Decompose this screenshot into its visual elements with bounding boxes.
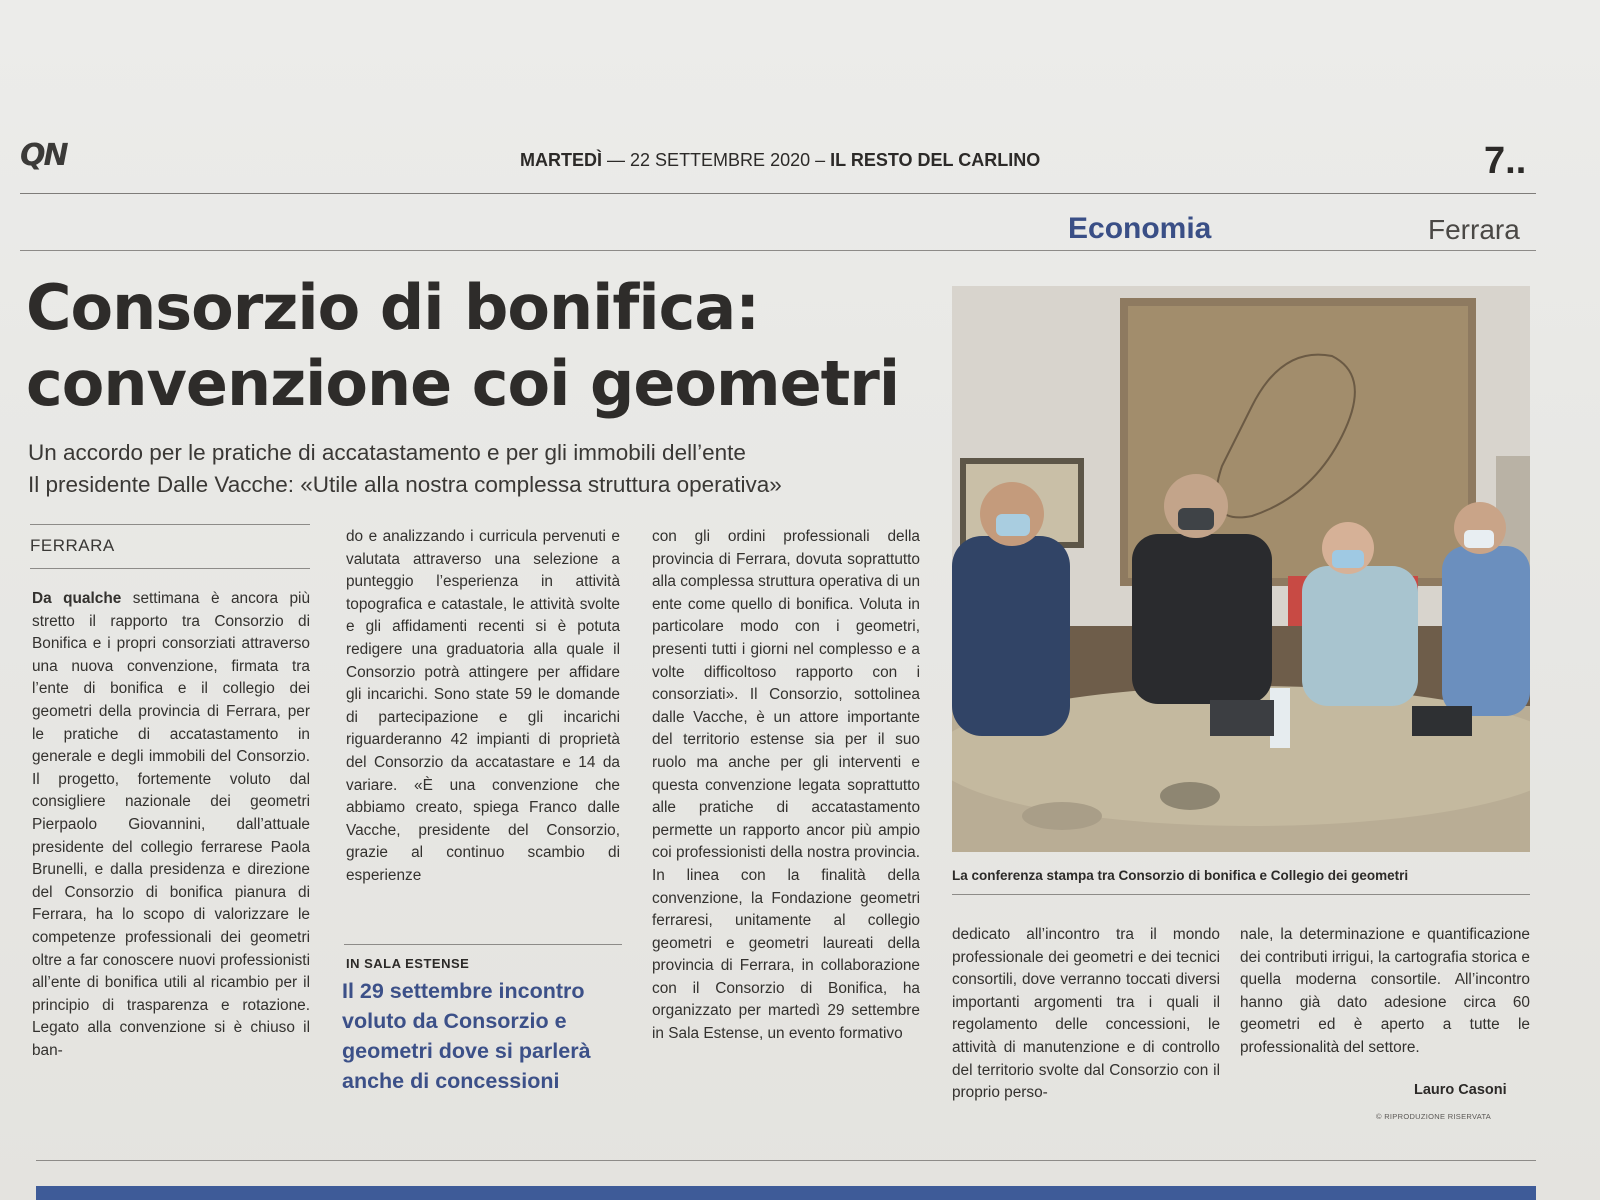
masthead-separator: – xyxy=(815,150,826,170)
column-text: con gli ordini professionali della provincia di Ferrara, dovuta soprattutto alla complessa struttura operativa di un ente come quello di bonifica. Voluta in particolare modo con i geometri, presenti tutti i giorni nel complesso e a volte difficoltoso rapporto con i consorziati». Il Consorzio, sottolinea dalle Vacche, è un attore importante del territorio estense sia per il suo ruolo ma anche per gli interventi e questa convenzione legata soprattutto alle pratiche di accatastamento permette un rapporto ancor più ampio coi professionisti della nostra provincia. In linea con la finalità della convenzione, la Fondazione geometri ferraresi, unitamente al collegio geometri e geometri laureati della provincia di Ferrara, in collaborazione con il Consorzio di Bonifica, ha organizzato per martedì 29 settembre in Sala Estense, un evento formativo xyxy=(652,528,920,1043)
headline-line: convenzione coi geometri xyxy=(26,347,900,420)
footer-rule xyxy=(36,1160,1536,1161)
subheadline: Il presidente Dalle Vacche: «Utile alla nostra complessa struttura operativa» xyxy=(28,472,782,497)
masthead-newspaper: IL RESTO DEL CARLINO xyxy=(830,150,1041,170)
column-text: dedicato all’incontro tra il mondo professionale dei geometri e dei tecnici consortili, dove verranno toccati diversi importanti argomenti tra i quali il regolamento delle concessioni, le attività di manutenzione e di controllo del territorio svolte dal Consorzio con il proprio perso- xyxy=(952,926,1220,1102)
byline: Lauro Casoni xyxy=(1414,1082,1507,1098)
photo-caption: La conferenza stampa tra Consorzio di bonifica e Collegio dei geometri xyxy=(952,868,1409,883)
column-text: settimana è ancora più stretto il rapporto tra Consorzio di Bonifica e i propri consorziati attraverso una nuova convenzione, firmata tra l’ente di bonifica e il collegio dei geometri della provincia di Ferrara, per le pratiche di accatastamento in generale e degli immobili del Consorzio. Il progetto, fortemente voluto dal consigliere nazionale dei geometri Pierpaolo Giovannini, dall’attuale presidente del collegio ferrarese Paola Brunelli, e dalla presidenza e direzione del Consorzio di bonifica pianura di Ferrara, ha lo scopo di valorizzare le competenze professionali dei geometri oltre a far conoscere nuovi professionisti all’ente di bonifica utili al ricambio per il principio di trasparenza e rotazione. Legato alla convenzione si è chiuso il ban- xyxy=(32,590,311,1059)
section-city: Ferrara xyxy=(1428,214,1520,245)
footer-bar xyxy=(36,1186,1536,1200)
lead-words: Da qualche xyxy=(32,590,122,607)
column-text: nale, la determinazione e quantificazione dei contributi irrigui, la cartografia storica e quella moderna consortile. All’incontro hanno già dato adesione circa 60 geometri ed è aperto a tutte le professionalità del settore. xyxy=(1240,926,1530,1056)
section-rule xyxy=(20,250,1536,251)
article-column-5 xyxy=(1240,924,1530,1060)
box-rule xyxy=(344,944,622,945)
copyright-notice: © RIPRODUZIONE RISERVATA xyxy=(1376,1112,1492,1121)
masthead-rule xyxy=(20,193,1536,194)
dateline-rule-bottom xyxy=(30,568,310,569)
headline xyxy=(26,270,946,422)
box-title: Il 29 settembre incontro voluto da Consorzio e geometri dove si parlerà anche di concessioni xyxy=(342,979,591,1093)
photo-illustration xyxy=(952,286,1530,852)
box-tag: IN SALA ESTENSE xyxy=(346,956,470,971)
masthead-date: 22 SETTEMBRE 2020 xyxy=(630,150,811,170)
press-conference-photo xyxy=(952,286,1530,852)
column-text: do e analizzando i curricula pervenuti e valutata attraverso una selezione a punteggio l’esperienza in attività topografica e catastale, le attività svolte e gli affidamenti recenti si è potuta redigere una graduatoria alla quale il Consorzio potrà attingere per affidare gli incarichi. Sono state 59 le domande di partecipazione e gli incarichi riguarderanno 42 impianti di proprietà del Consorzio da accatastare e 14 da variare. «È una convenzione che abbiamo creato, spiega Franco dalle Vacche, presidente del Consorzio, grazie al continuo scambio di esperienze xyxy=(346,528,620,884)
caption-rule xyxy=(952,894,1530,895)
masthead-dateline xyxy=(520,150,1040,171)
section-name: Economia xyxy=(1068,212,1212,245)
subheadline: Un accordo per le pratiche di accatastamento e per gli immobili dell’ente xyxy=(28,440,746,465)
article-column-4 xyxy=(952,924,1220,1105)
page-number: 7.. xyxy=(1484,140,1527,182)
masthead-weekday: MARTEDÌ xyxy=(520,150,602,170)
article-column-2 xyxy=(346,526,620,888)
qn-logo: QN xyxy=(20,138,67,173)
article-dateline: FERRARA xyxy=(30,536,115,555)
dateline-rule-top xyxy=(30,524,310,525)
article-column-3 xyxy=(652,526,920,1046)
headline-line: Consorzio di bonifica: xyxy=(26,271,760,344)
masthead-separator: — xyxy=(607,150,626,170)
article-column-1 xyxy=(32,588,310,1062)
